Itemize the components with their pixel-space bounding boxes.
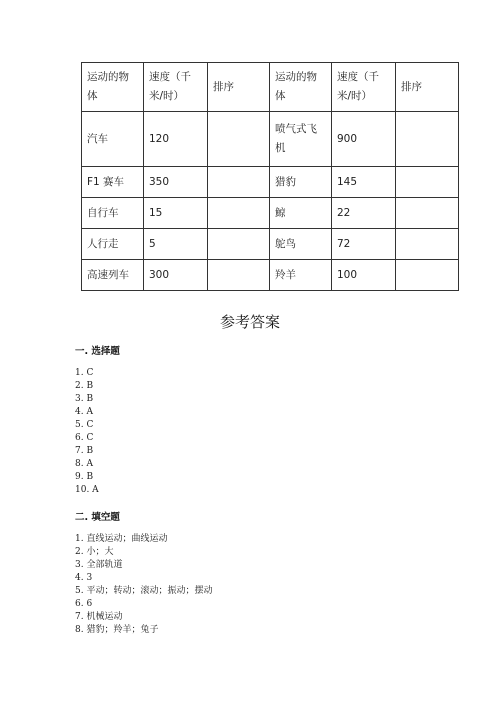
table-cell: 300	[144, 260, 208, 291]
table-cell: 15	[144, 198, 208, 229]
table-cell: 鲸	[270, 198, 332, 229]
table-row	[82, 229, 459, 260]
answer-item: 5. C	[75, 420, 94, 430]
answer-item: 8. 猎豹；羚羊；兔子	[75, 625, 159, 635]
table-cell: 100	[332, 260, 396, 291]
table-cell: 喷气式飞机	[270, 112, 332, 167]
table-cell	[208, 167, 270, 198]
table-header-row	[82, 63, 459, 112]
answer-item: 6. 6	[75, 599, 93, 609]
header-cell: 速度（千米/时）	[332, 63, 396, 112]
table-cell: 22	[332, 198, 396, 229]
table-cell: 145	[332, 167, 396, 198]
table-cell: 72	[332, 229, 396, 260]
answer-item: 3. 全部轨道	[75, 560, 123, 570]
table-cell	[396, 198, 459, 229]
section-heading-choice: 一. 选择题	[75, 346, 120, 357]
answer-item: 3. B	[75, 394, 94, 404]
answer-item: 1. 直线运动；曲线运动	[75, 534, 168, 544]
table-cell: 猎豹	[270, 167, 332, 198]
answer-item: 4. 3	[75, 573, 93, 583]
answer-item: 2. 小；大	[75, 547, 114, 557]
table-row	[82, 198, 459, 229]
table-cell	[208, 229, 270, 260]
answer-item: 9. B	[75, 472, 94, 482]
header-cell: 排序	[396, 63, 459, 112]
answer-item: 8. A	[75, 459, 93, 469]
table-cell	[208, 198, 270, 229]
header-cell: 排序	[208, 63, 270, 112]
answer-item: 6. C	[75, 433, 94, 443]
table-cell: 高速列车	[82, 260, 144, 291]
choice-answer-list	[75, 367, 99, 497]
answer-item: 7. 机械运动	[75, 612, 123, 622]
table-cell	[208, 112, 270, 167]
table-cell: 900	[332, 112, 396, 167]
table-cell: 鸵鸟	[270, 229, 332, 260]
table-cell	[396, 167, 459, 198]
table-cell: F1 赛车	[82, 167, 144, 198]
answer-item: 7. B	[75, 446, 94, 456]
table-cell: 120	[144, 112, 208, 167]
table-cell	[396, 229, 459, 260]
answer-item: 2. B	[75, 381, 94, 391]
table-cell: 350	[144, 167, 208, 198]
table-cell: 羚羊	[270, 260, 332, 291]
table-row	[82, 112, 459, 167]
header-cell: 速度（千米/时）	[144, 63, 208, 112]
table-cell	[396, 260, 459, 291]
table-row	[82, 260, 459, 291]
table-cell	[396, 112, 459, 167]
header-cell: 运动的物体	[82, 63, 144, 112]
table-cell: 5	[144, 229, 208, 260]
answer-item: 5. 平动；转动；滚动；振动；摆动	[75, 586, 213, 596]
section-heading-fill-blank: 二. 填空题	[75, 512, 120, 523]
header-cell: 运动的物体	[270, 63, 332, 112]
fill-blank-answer-list	[75, 533, 212, 637]
table-cell	[208, 260, 270, 291]
table-cell: 人行走	[82, 229, 144, 260]
answer-item: 1. C	[75, 368, 94, 378]
answer-item: 4. A	[75, 407, 93, 417]
table-cell: 自行车	[82, 198, 144, 229]
answer-key-title: 参考答案	[219, 313, 280, 331]
answer-item: 10. A	[75, 485, 99, 495]
table-row	[82, 167, 459, 198]
speed-comparison-table	[81, 62, 459, 291]
table-cell: 汽车	[82, 112, 144, 167]
